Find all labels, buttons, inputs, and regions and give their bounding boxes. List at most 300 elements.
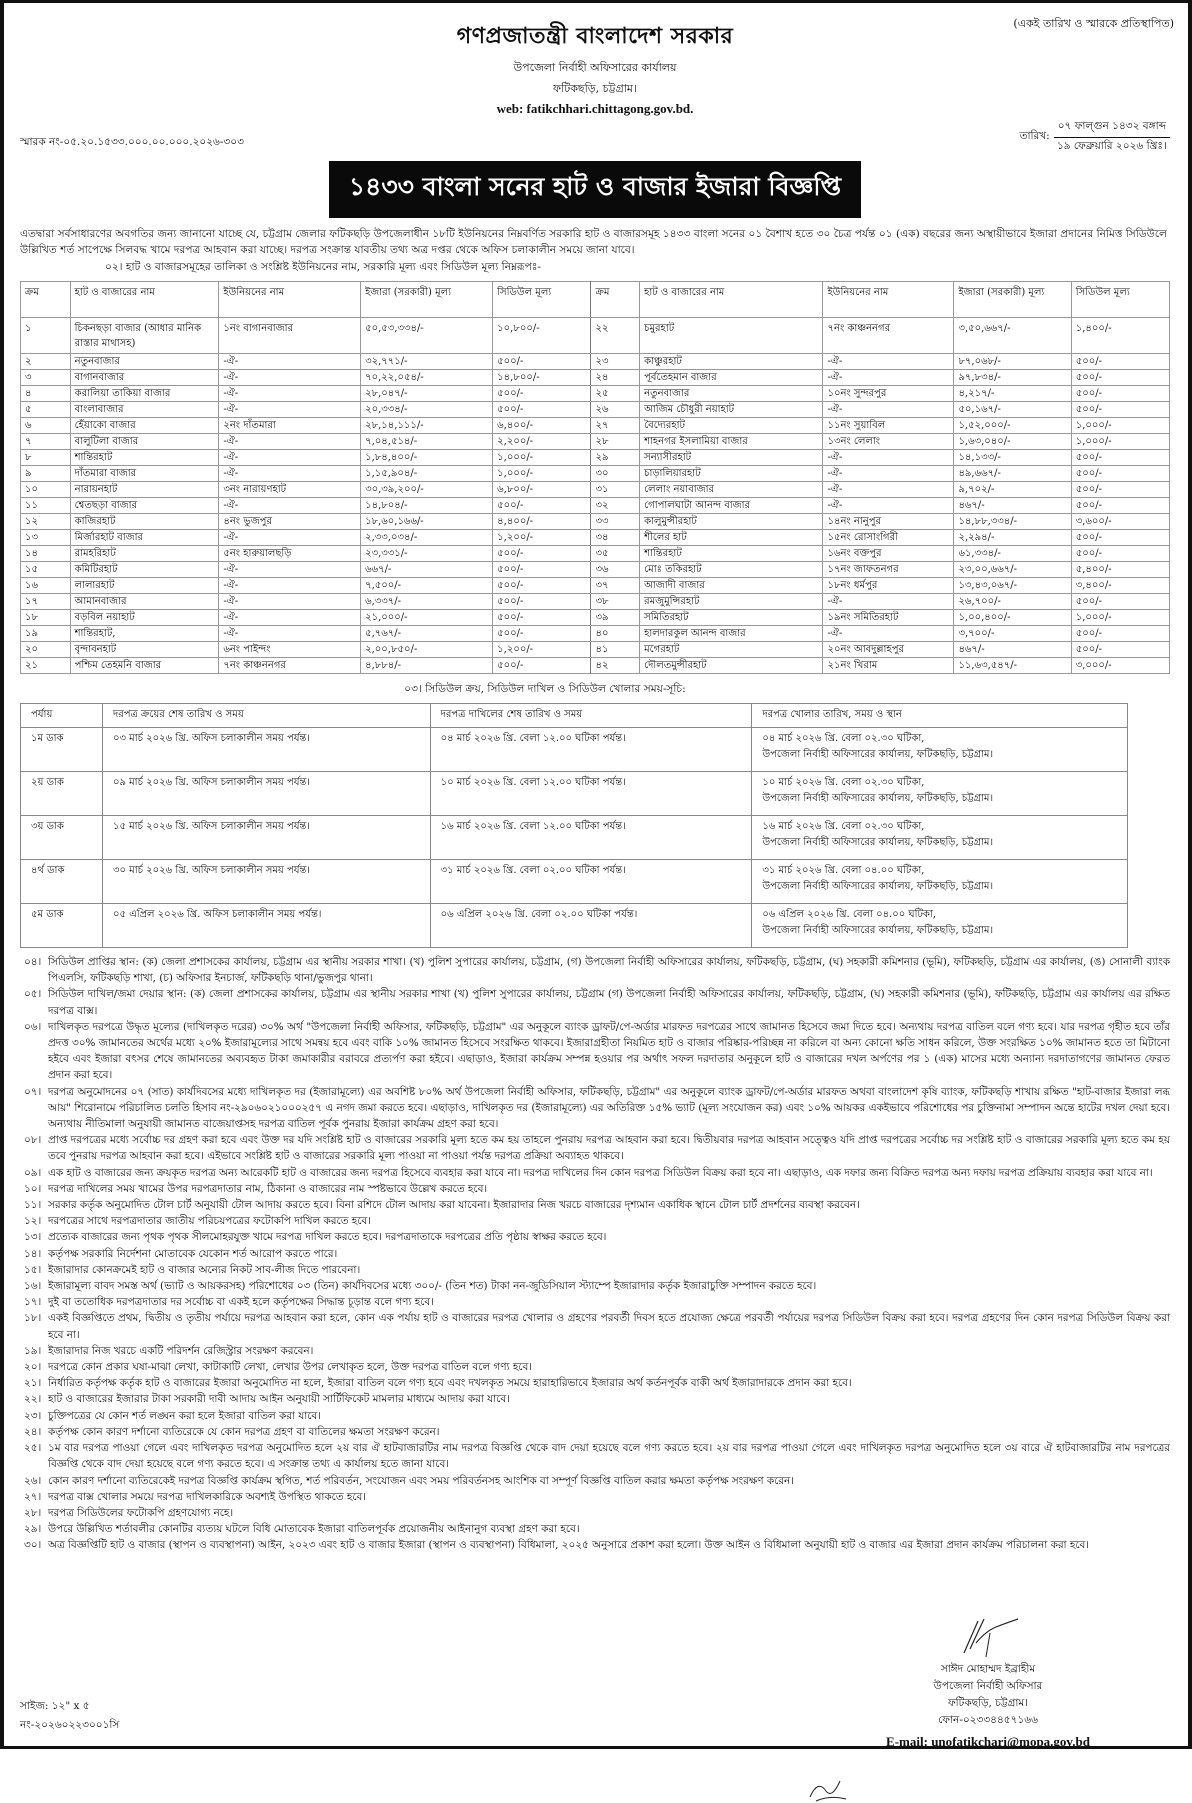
term-number: ১১। <box>24 1199 42 1212</box>
opening-place: উপজেলা নির্বাহী অফিসারের কার্যালয়, ফটিকছড়ি, চট্টগ্রাম। <box>762 793 994 804</box>
cell-market-name: শাহনগর ইসলামিয়া বাজার <box>640 434 823 450</box>
signature-mark <box>848 1613 1128 1661</box>
print-size: সাইজ: ১২" x ৫ <box>20 1700 90 1712</box>
term-item <box>20 1310 1170 1342</box>
footer-number: নং-২০২৬০২২৩০০১সি <box>20 1719 120 1731</box>
cell-govt-price: ১১,৬৩,৫৪৭/- <box>954 658 1071 674</box>
term-number: ১৬। <box>24 1280 42 1293</box>
term-text: দরপত্র সিডিউলের ফটোকপি গ্রহণযোগ্য নহে। <box>48 1506 234 1519</box>
col-schedule-price-2: সিডিউল মূল্য <box>1071 282 1169 318</box>
cell-schedule-price: ৩,০০০/- <box>1071 658 1169 674</box>
term-text: দরপত্রে কোন প্রকার ঘষা-মাঝা লেখা, কাটাকাটি লেখা, লেখার উপর লেখাকৃত হলে, উক্ত দরপত্র বাতিল বলে গণ্য হবে। <box>48 1361 532 1374</box>
col-submit-deadline: দরপত্র দাখিলের শেষ তারিখ ও সময় <box>430 704 752 728</box>
schedule-row <box>21 904 1128 948</box>
cell-opening <box>752 772 1128 816</box>
cell-schedule-price: ৫০০/- <box>1071 626 1169 642</box>
cell-market-name: শান্তিরহাট <box>640 546 823 562</box>
term-text: সিডিউল প্রাপ্তির স্থান: (ক) জেলা প্রশাসকের কার্যালয়, চট্টগ্রাম এর স্থানীয় সরকার শাখা। (খ) পুলিশ সুপারের কার্যালয়, চট্টগ্রাম, (গ) উপজেলা নির্বাহী অফিসারের কার্যালয়, ফটিকছড়ি, চট্টগ্রাম, (ঘ) সহকারী কমিশনার (ভূমি), ফটিকছড়ি, চট্টগ্রাম এর কার্যালয়, (ঙ) সোনালী ব্যাংক পিএলসি, ফটিকছড়ি শাখা, (চ) অফিসার ইনচার্জ, ফটিকছড়ি থানা/ভুজপুর থানা। <box>48 956 1170 985</box>
term-number: ২৭। <box>24 1490 42 1503</box>
cell-purchase-deadline: ০৯ মার্চ ২০২৬ খ্রি. অফিস চলাকালীন সময় পর্যন্ত। <box>102 772 430 816</box>
term-item <box>20 1213 1170 1229</box>
cell-market-name: লালারহাট <box>70 578 219 594</box>
cell-govt-price: ৩,৭০০/- <box>954 626 1071 642</box>
cell-schedule-price: ৫,৪০০/- <box>1071 562 1169 578</box>
table-row <box>21 626 1170 642</box>
cell-schedule-price: ৫০০/- <box>1071 402 1169 418</box>
cell-serial: ২ <box>21 354 71 370</box>
col-serial: ক্রম <box>21 282 71 318</box>
cell-union-name: -ঐ- <box>823 450 954 466</box>
cell-phase: ৪র্থ ডাক <box>21 860 103 904</box>
cell-union-name: -ঐ- <box>219 450 361 466</box>
cell-opening <box>752 728 1128 772</box>
term-number: ১৭। <box>24 1296 42 1309</box>
office-place: ফটিকছড়ি, চট্টগ্রাম। <box>553 82 637 95</box>
cell-schedule-price: ৫০০/- <box>1071 386 1169 402</box>
table-row <box>21 434 1170 450</box>
schedule-table-header <box>21 704 1128 728</box>
opening-place: উপজেলা নির্বাহী অফিসারের কার্যালয়, ফটিকছড়ি, চট্টগ্রাম। <box>762 925 994 936</box>
cell-union-name: -ঐ- <box>219 578 361 594</box>
date-bangla: ০৭ ফাল্গুন ১৪৩২ বঙ্গাব্দ <box>1054 119 1170 138</box>
table-row <box>21 530 1170 546</box>
cell-schedule-price: ৫০০/- <box>493 498 591 514</box>
cell-union-name: ৫নং হারুয়ালছড়ি <box>219 546 361 562</box>
term-item <box>20 1440 1170 1472</box>
term-text: সরকার কর্তৃক অনুমোদিত টোল চার্ট অনুযায়ী টোল আদায় করতে হবে। বিনা রশিদে টোল আদায় করা যাবেনা। ইজারাদার নিজ খরচে বাজারের দৃশ্যমান একাধিক স্থানে টোল চার্ট প্রদর্শনের ব্যবস্থা করবেন। <box>48 1199 860 1212</box>
cell-schedule-price: ৫০০/- <box>1071 466 1169 482</box>
cell-schedule-price: ৫০০/- <box>1071 642 1169 658</box>
term-item <box>20 1489 1170 1505</box>
cell-union-name: ২১নং খিরাম <box>823 658 954 674</box>
cell-schedule-price: ১,০০০/- <box>1071 434 1169 450</box>
reference-row <box>20 119 1170 159</box>
term-number: ১৩। <box>24 1231 42 1244</box>
term-number: ২১। <box>24 1377 42 1390</box>
cell-market-name: শ্বেতছড়া বাজার <box>70 498 219 514</box>
term-number: ০৯। <box>24 1166 42 1179</box>
term-text: হাট ও বাজারের ইজারার টাকা সরকারী দাবী আদায় আইন অনুযায়ী সার্টিফিকেট মামলার মাধ্যমে আদায় করা যাবে। <box>48 1393 510 1406</box>
date-gregorian: ১৯ ফেব্রুয়ারি ২০২৬ খ্রিঃ। <box>1056 140 1167 152</box>
cell-union-name: ৩নং নারায়ণহাট <box>219 482 361 498</box>
cell-serial: ১৪ <box>21 546 71 562</box>
cell-serial: ৩০ <box>591 466 640 482</box>
cell-govt-price: ৩২,৭৭১/- <box>361 354 493 370</box>
cell-union-name: ৬নং পাইন্দং <box>219 642 361 658</box>
term-text: সিডিউল দাখিল/জমা দেয়ার স্থান: (ক) জেলা প্রশাসকের কার্যালয়, চট্টগ্রাম এর স্থানীয় সরকার শাখা (খ) পুলিশ সুপারের কার্যালয়, চট্টগ্রাম (গ) উপজেলা নির্বাহী অফিসারের কার্যালয়, ফটিকছড়ি, চট্টগ্রাম, (ঘ) সহকারী কমিশনার (ভূমি), ফটিকছড়ি, চট্টগ্রাম এর কার্যালয় এর রক্ষিত দরপত্র বাক্স। <box>48 988 1170 1017</box>
term-text: প্রাপ্ত দরপত্রের মধ্যে সর্বোচ্চ দর গ্রহণ করা হবে এবং উক্ত দর যদি সংশ্লিষ্ট হাট ও বাজারের সরকারি মূল্য হতে কম হয় তাহলে পুনরায় দরপত্র আহবান করা হবে। দ্বিতীয়বার দরপত্র আহবান সত্ত্বেও যদি প্রাপ্ত দরপত্রের সর্বোচ্চ দর সংশ্লিষ্ট হাট ও বাজারের সরকারি মূল্য হতে কম হয় তবে পুনরায় দরপত্র আহবান করা হবে। এইভাবে সংশ্লিষ্ট হাট ও বাজারের সরকারি মূল্য পাওয়া না পাওয়া পর্যন্ত দরপত্র প্রক্রিয়া অব্যাহত থাকবে। <box>48 1134 1170 1163</box>
term-number: ০৭। <box>24 1085 42 1098</box>
table-row <box>21 354 1170 370</box>
cell-union-name: -ঐ- <box>219 594 361 610</box>
cell-govt-price: ১৩,৪৩,০৬৭/- <box>954 578 1071 594</box>
cell-serial: ৩৭ <box>591 578 640 594</box>
cell-schedule-price: ৫০০/- <box>1071 546 1169 562</box>
cell-govt-price: ৭০,২২,০৫৪/- <box>361 370 493 386</box>
cell-govt-price: ১,৫২,০০০/- <box>954 418 1071 434</box>
cell-union-name: -ঐ- <box>219 530 361 546</box>
cell-union-name: ২নং দাঁতমারা <box>219 418 361 434</box>
cell-purchase-deadline: ৩০ মার্চ ২০২৬ খ্রি. অফিস চলাকালীন সময় পর্যন্ত। <box>102 860 430 904</box>
cell-union-name: ১৫নং রোসাংগিরী <box>823 530 954 546</box>
term-text: ইজারাদার কোনক্রমেই হাট ও বাজার অন্যের নিকট সাব-লীজ দিতে পারবেনা। <box>48 1263 361 1276</box>
opening-time: ১৬ মার্চ ২০২৬ খ্রি. বেলা ০২.৩০ ঘটিকা, <box>762 821 925 832</box>
notice-banner-title: ১৪৩৩ বাংলা সনের হাট ও বাজার ইজারা বিজ্ঞপ্তি <box>329 161 861 218</box>
cell-schedule-price: ৫০০/- <box>493 578 591 594</box>
cell-govt-price: ৩,৫০,৬৬৭/- <box>954 318 1071 354</box>
cell-phase: ৩য় ডাক <box>21 816 103 860</box>
cell-schedule-price: ৬,৮০০/- <box>493 482 591 498</box>
term-item <box>20 1294 1170 1310</box>
term-number: ০৪। <box>24 956 42 968</box>
col-market-name-2: হাট ও বাজারের নাম <box>640 282 823 318</box>
cell-serial: ২৬ <box>591 402 640 418</box>
section-2-title: ০২। হাট ও বাজারসমূহের তালিকা ও সংশ্লিষ্ট ইউনিয়নের নাম, সরকারি মূল্য এবং সিডিউল মূল্য নিম্নরূপঃ- <box>105 261 542 273</box>
cell-schedule-price: ৫০০/- <box>493 402 591 418</box>
cell-union-name: -ঐ- <box>219 466 361 482</box>
opening-place: উপজেলা নির্বাহী অফিসারের কার্যালয়, ফটিকছড়ি, চট্টগ্রাম। <box>762 881 994 892</box>
table-row <box>21 370 1170 386</box>
cell-govt-price: ৬,৩৩৭/- <box>361 594 493 610</box>
term-number: ০৮। <box>24 1134 42 1147</box>
term-item <box>20 1343 1170 1359</box>
cell-govt-price: ১৪,৮৮,৩৩৪/- <box>954 514 1071 530</box>
opening-place: উপজেলা নির্বাহী অফিসারের কার্যালয়, ফটিকছড়ি, চট্টগ্রাম। <box>762 749 994 760</box>
cell-union-name: -ঐ- <box>219 370 361 386</box>
term-text: ইজারাদার নিজ খরচে একটি পরিদর্শন রেজিস্ট্রার সংরক্ষণ করবেন। <box>48 1344 314 1357</box>
cell-market-name: দাঁতমারা বাজার <box>70 466 219 482</box>
cell-schedule-price: ৫০০/- <box>1071 370 1169 386</box>
term-item <box>20 1278 1170 1294</box>
signature-scribble-icon <box>956 1613 1026 1661</box>
col-phase: পর্যায় <box>21 704 103 728</box>
cell-govt-price: ৬১,৩৩৪/- <box>954 546 1071 562</box>
website[interactable]: web: fatikchhari.chittagong.gov.bd. <box>496 101 694 116</box>
table-row <box>21 498 1170 514</box>
term-item <box>20 1084 1170 1133</box>
cell-govt-price: ৪,৮৮৪/- <box>361 658 493 674</box>
cell-market-name: লেলাং নয়াবাজার <box>640 482 823 498</box>
term-item <box>20 1262 1170 1278</box>
cell-govt-price: ৭,৫০০/- <box>361 578 493 594</box>
schedule-row <box>21 772 1128 816</box>
table-row <box>21 466 1170 482</box>
col-govt-price: ইজারা (সরকারী) মূল্য <box>361 282 493 318</box>
cell-serial: ৩৪ <box>591 530 640 546</box>
term-number: ২২। <box>24 1393 42 1406</box>
cell-schedule-price: ১,০০০/- <box>493 450 591 466</box>
cell-phase: ২য় ডাক <box>21 772 103 816</box>
cell-serial: ২৯ <box>591 450 640 466</box>
term-item <box>20 1197 1170 1213</box>
email-link[interactable]: unofatikchari@mopa.gov.bd <box>931 1734 1090 1749</box>
opening-time: ০৪ মার্চ ২০২৬ খ্রি. বেলা ০২.৩০ ঘটিকা, <box>762 733 925 744</box>
term-item <box>20 1132 1170 1164</box>
term-item <box>20 1473 1170 1489</box>
term-number: ১৯। <box>24 1344 42 1357</box>
cell-union-name: -ঐ- <box>219 386 361 402</box>
cell-union-name: ১৪নং নানুপুর <box>823 514 954 530</box>
cell-union-name: -ঐ- <box>823 466 954 482</box>
col-opening: দরপত্র খোলার তারিখ, সময় ও স্থান <box>752 704 1128 728</box>
cell-market-name: শান্তিরহাট, <box>70 626 219 642</box>
cell-union-name: -ঐ- <box>219 498 361 514</box>
table-row <box>21 418 1170 434</box>
cell-govt-price: ২৩,০০,৬৬৭/- <box>954 562 1071 578</box>
cell-union-name: ২০নং আবদুল্লাহপুর <box>823 642 954 658</box>
cell-market-name: নারায়নহাট <box>70 482 219 498</box>
cell-schedule-price: ৫০০/- <box>1071 354 1169 370</box>
cell-serial: ৩৯ <box>591 610 640 626</box>
table-row <box>21 562 1170 578</box>
cell-serial: ১১ <box>21 498 71 514</box>
cell-schedule-price: ৫০০/- <box>1071 450 1169 466</box>
col-serial-2: ক্রম <box>591 282 640 318</box>
cell-schedule-price: ৩,৬০০/- <box>1071 514 1169 530</box>
cell-opening <box>752 860 1128 904</box>
cell-union-name: -ঐ- <box>219 610 361 626</box>
replacement-note: (একই তারিখ ও স্মারকে প্রতিস্থাপিত) <box>1013 17 1174 30</box>
cell-union-name: ১৭নং জাফতনগর <box>823 562 954 578</box>
cell-market-name: করালিয়া তাকিয়া বাজার <box>70 386 219 402</box>
term-text: দাখিলকৃত দরপত্রে উদ্ধৃত মূল্যের (দাখিলকৃত দরের) ৩০% অর্থ "উপজেলা নির্বাহী অফিসার, ফটিকছড়ি, চট্টগ্রাম" এর অনুকূলে ব্যাংক ড্রাফট/পে-অর্ডার মারফত দরপত্রের সাথে জামানত হিসেবে জমা দিতে হবে। অন্যথায় দরপত্র বাতিল বলে গণ্য হবে। যার দরপত্র গৃহীত হবে তাঁর প্রদত্ত ৩০% জামানতের অর্থের মধ্যে ২০% ইজারামূল্যের সাথে সমন্বয় হবে এবং বাকি ১০% জামানত হিসেবে সংরক্ষিত থাকবে। ইজারাগ্রহীতা নিয়মিত হাট ও বাজার পরিষ্কার-পরিচ্ছন্ন না করিলে বা অন্য কোনো ক্ষতি সাধন করিলে, উক্ত সংরক্ষিত ১০% জামানত হতে তা মিটানো হইবে এবং ইজারা বৎসর শেষে জামানতের অব্যবহৃত টাকা জমাকারীর বরাবরে প্রত্যর্পণ করা হইবে। এছাড়াও, ইজারা কার্যক্রম সম্পন্ন হওয়ার পর অর্থাৎ সফল দরদাতার অনুকূলে হাট ও বাজারের দখল অর্পণের পর ১ (এক) মাসের মধ্যে অন্যান্য দরদাতাগণের জামানত ফেরত প্রদান করা হবে। <box>48 1020 1170 1082</box>
cell-union-name: -ঐ- <box>823 498 954 514</box>
cell-market-name: কাঞ্চুরহাট <box>640 354 823 370</box>
cell-market-name: হালদারকুল আনন্দ বাজার <box>640 626 823 642</box>
term-text: কর্তৃপক্ষ সরকারি নির্দেশনা মোতাবেক যেকোন শর্ত আরোপ করতে পারে। <box>48 1247 338 1260</box>
col-schedule-price: সিডিউল মূল্য <box>493 282 591 318</box>
cell-govt-price: ৭,০৪,৫১৪/- <box>361 434 493 450</box>
cell-serial: ৩১ <box>591 482 640 498</box>
cell-union-name: ৭নং কাঞ্চননগর <box>823 318 954 354</box>
col-market-name: হাট ও বাজারের নাম <box>70 282 219 318</box>
cell-schedule-price: ২,২০০/- <box>493 434 591 450</box>
cell-market-name: কাজিরহাট <box>70 514 219 530</box>
cell-serial: ১৬ <box>21 578 71 594</box>
cell-phase: ১ম ডাক <box>21 728 103 772</box>
cell-govt-price: ৮৭,০৬৮/- <box>954 354 1071 370</box>
cell-market-name: রামহরিহাট <box>70 546 219 562</box>
cell-union-name: ৭নং কাঞ্চননগর <box>219 658 361 674</box>
cell-market-name: শীলের হাট <box>640 530 823 546</box>
cell-union-name: -ঐ- <box>219 562 361 578</box>
cell-market-name: নতুনবাজার <box>70 354 219 370</box>
cell-serial: ৩৫ <box>591 546 640 562</box>
cell-submit-deadline: ৩১ মার্চ ২০২৬ খ্রি. বেলা ০২.০০ ঘটিকা পর্যন্ত। <box>430 860 752 904</box>
cell-serial: ২৪ <box>591 370 640 386</box>
cell-serial: ৩২ <box>591 498 640 514</box>
cell-govt-price: ২,০০,৮৫০/- <box>361 642 493 658</box>
cell-schedule-price: ১,২০০/- <box>493 642 591 658</box>
term-item <box>20 954 1170 986</box>
schedule-row <box>21 816 1128 860</box>
table-row <box>21 402 1170 418</box>
cell-schedule-price: ৫০০/- <box>493 354 591 370</box>
cell-govt-price: ৫০,৫৩,৩৩৪/- <box>361 318 493 354</box>
table-row <box>21 318 1170 354</box>
cell-submit-deadline: ০৬ এপ্রিল ২০২৬ খ্রি. বেলা ০২.০০ ঘটিকা পর্যন্ত। <box>430 904 752 948</box>
cell-govt-price: ২০,৩৩৪/- <box>361 402 493 418</box>
cell-market-name: চিকনছড়া বাজার (আধার মানিক রাস্তার মাথাসহ) <box>70 318 219 354</box>
cell-serial: ৪১ <box>591 642 640 658</box>
term-item <box>20 1408 1170 1424</box>
section-3-title: ০৩। সিডিউল ক্রয়, সিডিউল দাখিল ও সিডিউল খোলার সময়-সূচি: <box>404 683 686 695</box>
initial-scribble-icon <box>806 1773 850 1803</box>
cell-govt-price: ২৩,৩৩১/- <box>361 546 493 562</box>
cell-serial: ১ <box>21 318 71 354</box>
footer-notes <box>20 1697 119 1735</box>
term-text: ১ম বার দরপত্র পাওয়া গেলে এবং দাখিলকৃত দরপত্র অনুমোদিত হলে ২য় বার ঐ হাটবাজারটির নাম দরপত্র বিজ্ঞপ্তি থেকে বাদ দেয়া হয়েছে বলে গণ্য করতে হবে। ২য় বার দরপত্র পাওয়া গেলে এবং দাখিলকৃত দরপত্র অনুমোদিত হলে ৩য় বারে ঐ হাটবাজারটির নাম দরপত্রের বিজ্ঞপ্তি থেকে বাদ দেয়া হয়েছে বলে গণ্য করতে হবে। এ সংক্রান্ত তথ্য এ কার্যালয় হতে জানা যাবে। <box>48 1442 1170 1471</box>
cell-market-name: নতুনবাজার <box>640 386 823 402</box>
cell-serial: ৬ <box>21 418 71 434</box>
cell-union-name: -ঐ- <box>823 354 954 370</box>
col-govt-price-2: ইজারা (সরকারী) মূল্য <box>954 282 1071 318</box>
cell-submit-deadline: ১৬ মার্চ ২০২৬ খ্রি. বেলা ১২.০০ ঘটিকা পর্যন্ত। <box>430 816 752 860</box>
term-item <box>20 1229 1170 1245</box>
term-text: উপরে উল্লিখিত শর্তাবলীর কোনটির ব্যত্যয় ঘটলে বিধি মোতাবেক ইজারা বাতিলপূর্বক প্রয়োজনীয় আইনানুগ ব্যবস্থা গ্রহণ করা হবে। <box>48 1523 580 1536</box>
cell-serial: ১৫ <box>21 562 71 578</box>
cell-union-name: -ঐ- <box>219 626 361 642</box>
cell-schedule-price: ১,৪০০/- <box>1071 318 1169 354</box>
table-row <box>21 450 1170 466</box>
government-title: গণপ্রজাতন্ত্রী বাংলাদেশ সরকার <box>456 23 734 49</box>
table-row <box>21 658 1170 674</box>
cell-govt-price: ৩০,৩৯,২০০/- <box>361 482 493 498</box>
term-item <box>20 1246 1170 1262</box>
col-union-name-2: ইউনিয়নের নাম <box>823 282 954 318</box>
col-union-name: ইউনিয়নের নাম <box>219 282 361 318</box>
cell-serial: ২৭ <box>591 418 640 434</box>
term-text: এক হাট ও বাজারের জন্য ক্রয়কৃত দরপত্র অন্য আরেকটি হাট ও বাজারের জন্য দরপত্র হিসেবে ব্যবহার করা যাবে না। দরপত্র দাখিলের দিন কোন দরপত্র সিডিউল বিক্রয় করা হবে না। এছাড়াও, এক দফার জন্য বিক্রিত দরপত্র অন্য দফায় দরপত্র প্রক্রিয়ায় ব্যবহার করা যাবে না। <box>48 1166 1153 1179</box>
cell-market-name: মির্জারহাট বাজার <box>70 530 219 546</box>
cell-govt-price: ১,৬৩,০৪০/- <box>954 434 1071 450</box>
cell-union-name: ১৮নং ধর্মপুর <box>823 578 954 594</box>
cell-schedule-price: ৫০০/- <box>1071 594 1169 610</box>
cell-serial: ৪২ <box>591 658 640 674</box>
cell-serial: ২০ <box>21 642 71 658</box>
table-row <box>21 546 1170 562</box>
term-item <box>20 1505 1170 1521</box>
cell-union-name: ১৬নং বক্তপুর <box>823 546 954 562</box>
cell-purchase-deadline: ০৩ মার্চ ২০২৬ খ্রি. অফিস চলাকালীন সময় পর্যন্ত। <box>102 728 430 772</box>
cell-serial: ১০ <box>21 482 71 498</box>
cell-schedule-price: ৫০০/- <box>493 610 591 626</box>
cell-market-name: বৃন্দাবনহাট <box>70 642 219 658</box>
cell-serial: ১২ <box>21 514 71 530</box>
col-purchase-deadline: দরপত্র ক্রয়ের শেষ তারিখ ও সময় <box>102 704 430 728</box>
market-table-header <box>21 282 1170 318</box>
date-block <box>1020 119 1170 156</box>
cell-schedule-price: ৫০০/- <box>1071 482 1169 498</box>
table-row <box>21 514 1170 530</box>
term-number: ১৪। <box>24 1247 42 1260</box>
cell-schedule-price: ১৪,৮০০/- <box>493 370 591 386</box>
term-text: ইজারামূল্য বাবদ সমস্ত অর্থ (ভ্যাট ও আয়করসহ) পরিশোধের ০৩ (তিন) কার্যদিবসের মধ্যে ৩০০/- (তিন শত) টাকা নন-জুডিসিয়াল স্ট্যাম্পে ইজারাদার কর্তৃক ইজারাচুক্তি সম্পাদন করতে হবে। <box>48 1280 817 1293</box>
cell-serial: ২২ <box>591 318 640 354</box>
cell-union-name: ১১নং সুয়াবিল <box>823 418 954 434</box>
term-text: দরপত্র দাখিলের সময় খামের উপর দরপত্রদাতার নাম, ঠিকানা ও বাজারের নাম স্পষ্টভাবে উল্লেখ করতে হবে। <box>48 1182 488 1195</box>
term-number: ২৪। <box>24 1425 42 1438</box>
cell-market-name: বাগানবাজার <box>70 370 219 386</box>
cell-schedule-price: ১,০০০/- <box>493 466 591 482</box>
term-text: চুক্তিপত্রের যে কোন শর্ত লঙ্ঘন করা হলে ইজারা বাতিল করা যাবে। <box>48 1409 321 1422</box>
cell-govt-price: ২৬,৭০০/- <box>954 594 1071 610</box>
cell-serial: ৪ <box>21 386 71 402</box>
cell-govt-price: ১,১৫,৯০৪/- <box>361 466 493 482</box>
cell-union-name: -ঐ- <box>219 434 361 450</box>
term-item <box>20 1165 1170 1181</box>
cell-schedule-price: ৩,৪০০/- <box>1071 578 1169 594</box>
term-text: নির্ধারিত কর্তৃপক্ষ কর্তৃক হাট ও বাজারের ইজারা অনুমোদিত না হলে, ইজারা বাতিল বলে গণ্য হবে এবং দখলকৃত সময়ে হারাহারিভাবে ইজারার অর্থ কর্তনপূর্বক বাকী অর্থ ইজারাদারকে প্রদান করা হবে। <box>48 1377 852 1390</box>
cell-market-name: গোপালঘাটা আনন্দ বাজার <box>640 498 823 514</box>
cell-union-name: ৪নং ভুজপুর <box>219 514 361 530</box>
schedule-row <box>21 860 1128 904</box>
cell-union-name: -ঐ- <box>823 402 954 418</box>
cell-union-name: ১০নং সুন্দরপুর <box>823 386 954 402</box>
schedule-table <box>20 703 1128 948</box>
cell-schedule-price: ১,০০০/- <box>1071 610 1169 626</box>
cell-schedule-price: ৫০০/- <box>493 562 591 578</box>
cell-serial: ২৮ <box>591 434 640 450</box>
cell-union-name: ১নং বাগানবাজার <box>219 318 361 354</box>
cell-market-name: কালুমুন্সীরহাট <box>640 514 823 530</box>
cell-govt-price: ৪৬৭/- <box>954 498 1071 514</box>
cell-market-name: পূর্বতেহমান বাজার <box>640 370 823 386</box>
cell-govt-price: ৪৬৭/- <box>954 642 1071 658</box>
officer-name: সাঈদ মোহাম্মদ ইব্রাহীম <box>940 1663 1036 1675</box>
cell-union-name: -ঐ- <box>219 402 361 418</box>
market-table <box>20 281 1170 674</box>
officer-phone: ফোন-০২৩৩৪৪৫৭১৬৬ <box>938 1714 1038 1726</box>
term-text: দরপত্র বাক্স খোলার সময়ে দরপত্র দাখিলকারিকে অবশ্যই উপস্থিত থাকতে হবে। <box>48 1490 367 1503</box>
cell-serial: ২৫ <box>591 386 640 402</box>
cell-serial: ৩৩ <box>591 514 640 530</box>
term-text: প্রত্যেক বাজারের জন্য পৃথক পৃথক সীলমোহরযুক্ত খামে দরপত্র দাখিল করতে হবে। দরপত্রদাতাকে দরপত্রের প্রতি পৃষ্ঠায় স্বাক্ষর করতে হবে। <box>48 1231 607 1244</box>
cell-union-name: ১৯নং সমিতিরহাট <box>823 610 954 626</box>
cell-market-name: বালুটিলা বাজার <box>70 434 219 450</box>
cell-submit-deadline: ১০ মার্চ ২০২৬ খ্রি. বেলা ১২.০০ ঘটিকা পর্যন্ত। <box>430 772 752 816</box>
term-number: ১২। <box>24 1215 42 1228</box>
term-number: ০৫। <box>24 988 42 1001</box>
term-text: কর্তৃপক্ষ কোন কারণ দর্শানো ব্যতিরেকে যে কোন দরপত্র গ্রহণ বা বাতিলের ক্ষমতা সংরক্ষণ করেন। <box>48 1425 440 1438</box>
cell-govt-price: ৯৭,৮৩৪/- <box>954 370 1071 386</box>
cell-market-name: আজিম চৌধুরী নয়াহাট <box>640 402 823 418</box>
cell-serial: ৪০ <box>591 626 640 642</box>
cell-serial: ৩৬ <box>591 562 640 578</box>
term-number: ৩০। <box>24 1539 42 1552</box>
cell-govt-price: ১৪,৮০৪/- <box>361 498 493 514</box>
cell-govt-price: ৫০,১৬৭/- <box>954 402 1071 418</box>
cell-market-name: কমিটিরহাট <box>70 562 219 578</box>
cell-schedule-price: ১,২০০/- <box>493 530 591 546</box>
schedule-row <box>21 728 1128 772</box>
cell-opening <box>752 904 1128 948</box>
term-number: ২৬। <box>24 1474 42 1487</box>
officer-designation: উপজেলা নির্বাহী অফিসার <box>933 1680 1043 1692</box>
cell-market-name: পশ্চিম তেহমনি বাজার <box>70 658 219 674</box>
term-item <box>20 1359 1170 1375</box>
email-label: E-mail: <box>886 1734 928 1749</box>
cell-govt-price: ২,৩৩,০৩৪/- <box>361 530 493 546</box>
cell-schedule-price: ৫০০/- <box>493 594 591 610</box>
cell-serial: ৩ <box>21 370 71 386</box>
table-row <box>21 386 1170 402</box>
opening-time: ৩১ মার্চ ২০২৬ খ্রি. বেলা ০৪.০০ ঘটিকা, <box>762 865 925 876</box>
cell-market-name: দৌলতমুন্সীরহাট <box>640 658 823 674</box>
cell-phase: ৫ম ডাক <box>21 904 103 948</box>
cell-serial: ৩৮ <box>591 594 640 610</box>
term-number: ১৮। <box>24 1312 42 1325</box>
